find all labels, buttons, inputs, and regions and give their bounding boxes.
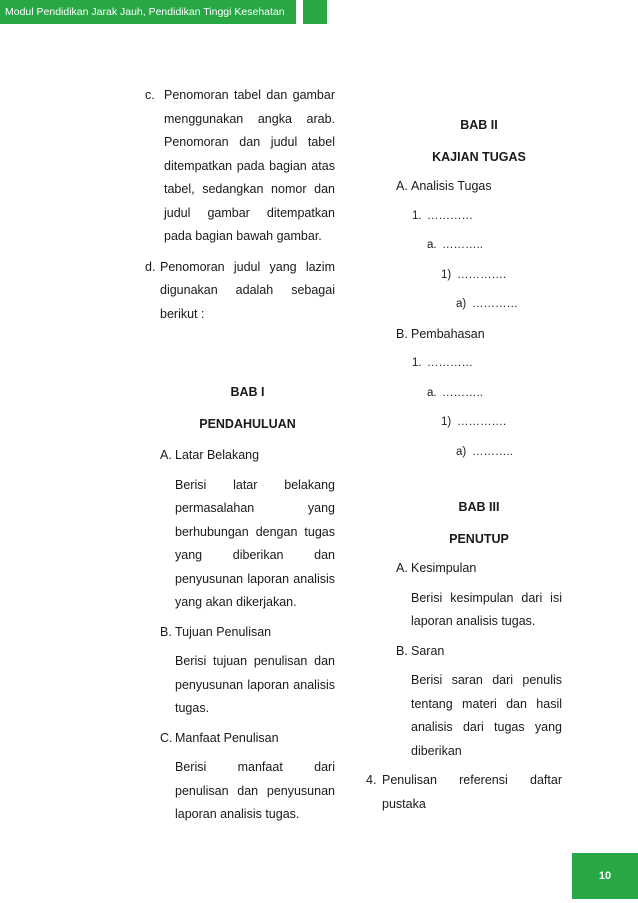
outline-level-2 bbox=[366, 234, 562, 258]
outline-text: ………… bbox=[427, 209, 473, 222]
list-text: Penulisan referensi daftar pustaka bbox=[382, 773, 562, 811]
bab3-section-b-body: Berisi saran dari penulis tentang materi dan hasil analisis dari tugas yang diberikan bbox=[411, 673, 562, 758]
outline-marker: a. bbox=[427, 386, 437, 399]
section-label: Manfaat Penulisan bbox=[175, 730, 279, 745]
list-item-d bbox=[145, 256, 335, 327]
list-item-4 bbox=[366, 769, 562, 816]
bab1-subtitle: PENDAHULUAN bbox=[199, 416, 296, 431]
bab1-section-a-body: Berisi latar belakang permasalahan yang berhubungan dengan tugas yang diberikan dan penyusunan laporan analisis yang akan dikerjakan. bbox=[175, 477, 335, 609]
bab3-section-b bbox=[366, 640, 562, 664]
section-marker: A. bbox=[396, 561, 408, 575]
outline-level-4 bbox=[366, 441, 562, 465]
bab1-section-b-body: Berisi tujuan penulisan dan penyusunan laporan analisis tugas. bbox=[175, 654, 335, 715]
outline-text: ……….. bbox=[442, 386, 483, 399]
outline-text: ………… bbox=[472, 298, 518, 310]
section-marker: B. bbox=[396, 643, 408, 658]
left-column bbox=[145, 84, 335, 827]
outline-level-1 bbox=[366, 352, 562, 376]
bab1-section-c-body: Berisi manfaat dari penulisan dan penyusunan laporan analisis tugas. bbox=[175, 760, 335, 821]
outline-text: ……….. bbox=[442, 239, 483, 251]
right-column bbox=[366, 114, 562, 816]
bab2-section-b bbox=[366, 323, 562, 347]
outline-level-3 bbox=[366, 411, 562, 435]
list-marker: d. bbox=[145, 259, 156, 274]
section-marker: C. bbox=[160, 730, 173, 745]
section-label: Latar Belakang bbox=[175, 448, 260, 462]
bab1-section-b bbox=[145, 621, 335, 645]
section-label: Kesimpulan bbox=[411, 561, 477, 575]
bab2-section-a bbox=[366, 175, 562, 199]
bab2-title: BAB II bbox=[460, 118, 498, 132]
bab3-section-a bbox=[366, 557, 562, 581]
list-text: Penomoran judul yang lazim digunakan adalah sebagai berikut : bbox=[160, 259, 335, 321]
bab1-title: BAB I bbox=[230, 385, 265, 399]
outline-text: …………. bbox=[457, 268, 507, 281]
outline-text: …………. bbox=[457, 416, 507, 428]
outline-marker: a. bbox=[427, 239, 437, 251]
outline-level-1 bbox=[366, 205, 562, 229]
section-marker: B. bbox=[396, 326, 408, 341]
section-label: Analisis Tugas bbox=[411, 179, 492, 193]
bab3-title: BAB III bbox=[458, 500, 500, 514]
outline-text: ………… bbox=[427, 357, 473, 369]
bab3-subtitle: PENUTUP bbox=[449, 531, 509, 546]
header-title-bar: Modul Pendidikan Jarak Jauh, Pendidikan Tinggi Kesehatan bbox=[0, 0, 296, 24]
list-marker: 4. bbox=[366, 773, 377, 787]
outline-marker: 1) bbox=[441, 268, 452, 281]
outline-marker: a) bbox=[456, 445, 467, 458]
outline-marker: a) bbox=[456, 298, 467, 310]
bab3-section-a-body: Berisi kesimpulan dari isi laporan analisis tugas. bbox=[411, 590, 562, 628]
outline-level-3 bbox=[366, 264, 562, 288]
list-text: Penomoran tabel dan gambar menggunakan angka arab. Penomoran dan judul tabel ditempatkan pada bagian atas tabel, sedangkan nomor dan judul gambar ditempatkan pada bagian bawah gambar. bbox=[164, 88, 335, 243]
section-marker: A. bbox=[396, 179, 408, 193]
bab1-section-a bbox=[145, 444, 335, 468]
outline-marker: 1. bbox=[412, 357, 422, 369]
section-label: Pembahasan bbox=[411, 326, 485, 341]
outline-level-4 bbox=[366, 293, 562, 317]
section-label: Tujuan Penulisan bbox=[175, 624, 272, 639]
bab1-section-c bbox=[145, 727, 335, 751]
section-marker: B. bbox=[160, 624, 172, 639]
outline-level-2 bbox=[366, 382, 562, 406]
header-accent-block bbox=[303, 0, 327, 24]
section-label: Saran bbox=[411, 643, 445, 658]
page-number: 10 bbox=[572, 853, 638, 899]
section-marker: A. bbox=[160, 448, 172, 462]
outline-marker: 1) bbox=[441, 416, 452, 428]
list-marker: c. bbox=[145, 88, 155, 102]
outline-marker: 1. bbox=[412, 209, 422, 222]
outline-text: ……….. bbox=[472, 445, 513, 458]
bab2-subtitle: KAJIAN TUGAS bbox=[432, 149, 526, 164]
list-item-c bbox=[145, 84, 335, 249]
